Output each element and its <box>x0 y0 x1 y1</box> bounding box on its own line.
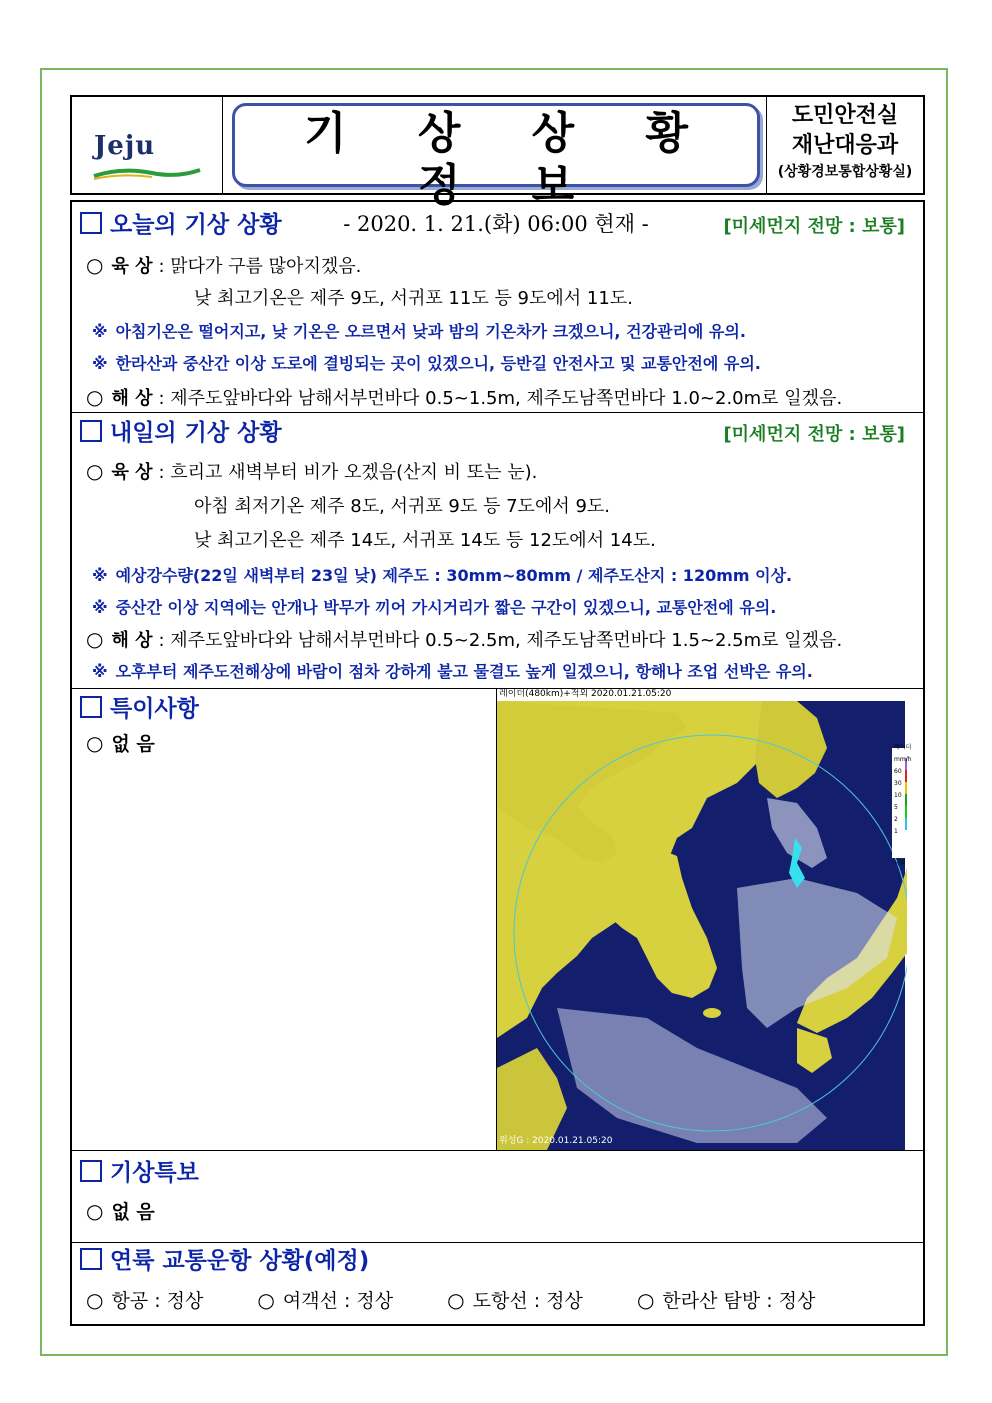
circle-icon: ○ <box>86 731 104 755</box>
tomorrow-min-temp: 아침 최저기온 제주 8도, 서귀포 9도 등 7도에서 9도. <box>194 496 611 517</box>
tomorrow-note-1: ※ 예상강수량(22일 새벽부터 23일 낮) 제주도 : 30mm~80mm / 제주도산지 : 120mm 이상. <box>92 566 793 585</box>
dept-line-1: 도민안전실 <box>791 103 899 128</box>
traffic-items <box>86 1287 815 1314</box>
legend-unit: mm/h <box>894 756 912 763</box>
radar-legend <box>894 742 912 870</box>
today-note-2: ※ 한라산과 중산간 이상 도로에 결빙되는 곳이 있겠으니, 등반길 안전사고 및 교통안전에 유의. <box>92 354 761 373</box>
warning-item: ○ 없 음 <box>86 1199 155 1223</box>
special-heading: 특이사항 <box>80 694 199 724</box>
legend-value: 10 <box>894 792 902 799</box>
legend-title: 레이더 <box>894 744 912 751</box>
traffic-item-air: ○ 항공 : 정상 <box>86 1288 204 1312</box>
logo-text: Jeju <box>94 131 156 161</box>
today-section <box>72 202 923 413</box>
traffic-item-hallasan: ○ 한라산 탐방 : 정상 <box>636 1288 816 1312</box>
dept-line-2: 재난대응과 <box>791 133 899 158</box>
legend-value: 30 <box>894 780 902 787</box>
tomorrow-note-2: ※ 중산간 이상 지역에는 안개나 박무가 끼어 가시거리가 짧은 구간이 있겠으니, 교통안전에 유의. <box>92 598 777 617</box>
tomorrow-sea: ○ 해 상 : 제주도앞바다와 남해서부먼바다 0.5~2.5m, 제주도남쪽먼바다 1.5~2.5m로 일겠음. <box>86 627 843 651</box>
circle-icon: ○ <box>86 385 104 409</box>
circle-icon: ○ <box>86 1199 104 1223</box>
note-icon: ※ <box>92 662 108 681</box>
department <box>766 97 923 193</box>
traffic-item-ferry: ○ 여객선 : 정상 <box>257 1288 394 1312</box>
note-icon: ※ <box>92 322 108 341</box>
tomorrow-land: ○ 육 상 : 흐리고 새벽부터 비가 오겠음(산지 비 또는 눈). <box>86 459 538 483</box>
warning-heading: 기상특보 <box>80 1158 199 1188</box>
legend-value: 5 <box>894 804 898 811</box>
special-item: ○ 없 음 <box>86 731 155 755</box>
jeju-logo <box>72 97 223 193</box>
circle-icon: ○ <box>86 627 104 651</box>
checkbox-icon <box>80 696 102 718</box>
traffic-item-island-ferry: ○ 도항선 : 정상 <box>447 1288 583 1312</box>
page-title: 기 상 상 황 정 보 <box>304 108 716 211</box>
tomorrow-max-temp: 낮 최고기온은 제주 14도, 서귀포 14도 등 12도에서 14도. <box>194 530 656 551</box>
today-dust: [미세먼지 전망 : 보통] <box>723 216 905 237</box>
today-land-temp: 낮 최고기온은 제주 9도, 서귀포 11도 등 9도에서 11도. <box>194 288 633 309</box>
tomorrow-dust: [미세먼지 전망 : 보통] <box>723 424 905 445</box>
dept-line-3: (상황경보통합상황실) <box>777 164 913 180</box>
today-sea: ○ 해 상 : 제주도앞바다와 남해서부먼바다 0.5~1.5m, 제주도남쪽먼바다 1.0~2.0m로 일겠음. <box>86 385 843 409</box>
legend-value: 1 <box>894 828 898 835</box>
date-line: - 2020. 1. 21.(화) 06:00 현재 - <box>343 212 649 236</box>
note-icon: ※ <box>92 598 108 617</box>
radar-caption: 레이더(480km)+적외 2020.01.21.05:20 <box>499 689 672 699</box>
today-heading: 오늘의 기상 상황 <box>80 210 282 240</box>
note-icon: ※ <box>92 566 108 585</box>
legend-value: 60 <box>894 768 902 775</box>
tomorrow-note-3: ※ 오후부터 제주도전해상에 바람이 점차 강하게 불고 물결도 높게 일겠으니, 항해나 조업 선박은 유의. <box>92 662 813 681</box>
checkbox-icon <box>80 1160 102 1182</box>
tomorrow-section <box>72 412 923 689</box>
traffic-heading: 연륙 교통운항 상황(예정) <box>80 1246 369 1276</box>
today-note-1: ※ 아침기온은 떨어지고, 낮 기온은 오르면서 낮과 밤의 기온차가 크겠으니, 건강관리에 유의. <box>92 322 746 341</box>
warning-section <box>72 1150 923 1243</box>
special-section <box>72 688 923 1151</box>
logo-swoosh-icon <box>92 167 202 181</box>
checkbox-icon <box>80 1248 102 1270</box>
legend-value: 2 <box>894 816 898 823</box>
title-box <box>232 103 760 236</box>
radar-map <box>497 688 907 1150</box>
radar-satellite-image <box>496 688 912 1150</box>
note-icon: ※ <box>92 354 108 373</box>
tomorrow-heading: 내일의 기상 상황 <box>80 418 282 448</box>
legend-extra: 낙뢰 <box>894 860 906 867</box>
checkbox-icon <box>80 420 102 442</box>
radar-footer: 위성G : 2020.01.21.05:20 <box>499 1136 613 1146</box>
circle-icon: ○ <box>86 459 104 483</box>
main-content <box>70 200 925 1326</box>
checkbox-icon <box>80 212 102 234</box>
today-land: ○ 육 상 : 맑다가 구름 많아지겠음. <box>86 253 362 277</box>
circle-icon: ○ <box>86 253 104 277</box>
